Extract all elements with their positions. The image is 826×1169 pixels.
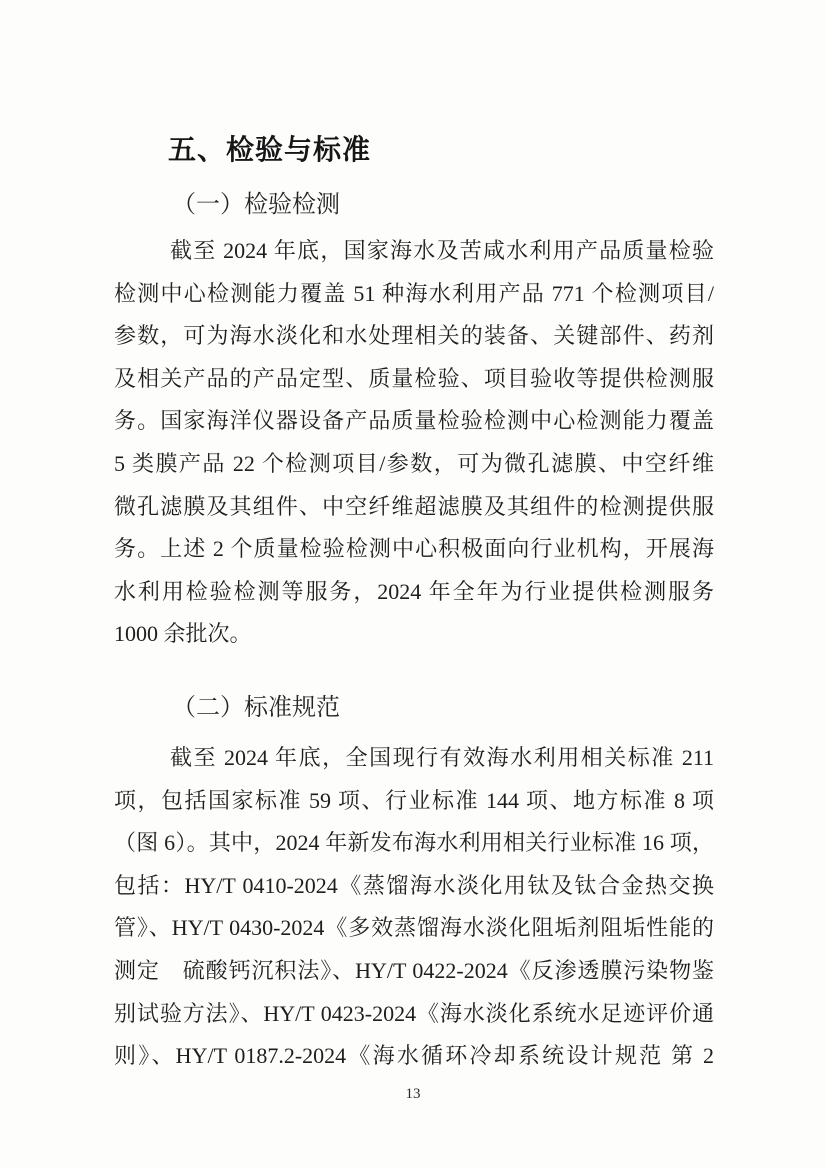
subsection-title-inspection: （一）检验检测 (172, 192, 340, 218)
body-line: 及相关产品的产品定型、质量检验、项目验收等提供检测服 (114, 365, 714, 391)
section-heading: 五、检验与标准 (168, 134, 372, 165)
paragraph-inspection (114, 230, 714, 656)
body-line: 务。国家海洋仪器设备产品质量检验检测中心检测能力覆盖 (114, 408, 714, 434)
body-line: 截至 2024 年底，全国现行有效海水利用相关标准 211 (170, 745, 714, 770)
body-line: 则》、HY/T 0187.2-2024《海水循环冷却系统设计规范 第 2 (114, 1043, 714, 1069)
body-line: 参数，可为海水淡化和水处理相关的装备、关键部件、药剂 (114, 323, 714, 349)
body-line: 水利用检验检测等服务，2024 年全年为行业提供检测服务 (114, 578, 714, 604)
body-line: 微孔滤膜及其组件、中空纤维超滤膜及其组件的检测提供服 (114, 493, 714, 519)
body-line: 5 类膜产品 22 个检测项目/参数，可为微孔滤膜、中空纤维 (114, 450, 714, 476)
body-line: 1000 余批次。 (114, 621, 252, 647)
body-line: 管》、HY/T 0430-2024《多效蒸馏海水淡化阻垢剂阻垢性能的 (114, 915, 714, 941)
body-line: 项，包括国家标准 59 项、行业标准 144 项、地方标准 8 项 (114, 787, 714, 813)
body-line: 包括：HY/T 0410-2024《蒸馏海水淡化用钛及钛合金热交换 (114, 872, 714, 898)
body-line: 测定 硫酸钙沉积法》、HY/T 0422-2024《反渗透膜污染物鉴 (114, 957, 714, 983)
paragraph-standards (114, 737, 714, 1078)
subsection-title-standards: （二）标准规范 (172, 695, 340, 721)
body-line: （图 6）。其中，2024 年新发布海水利用相关行业标准 16 项， (114, 830, 714, 856)
body-line: 截至 2024 年底，国家海水及苦咸水利用产品质量检验 (170, 238, 714, 263)
body-line: 别试验方法》、HY/T 0423-2024《海水淡化系统水足迹评价通 (114, 1000, 714, 1026)
body-line: 检测中心检测能力覆盖 51 种海水利用产品 771 个检测项目/ (114, 280, 714, 306)
body-line: 务。上述 2 个质量检验检测中心积极面向行业机构，开展海 (114, 536, 714, 562)
page-number: 13 (405, 1086, 421, 1102)
